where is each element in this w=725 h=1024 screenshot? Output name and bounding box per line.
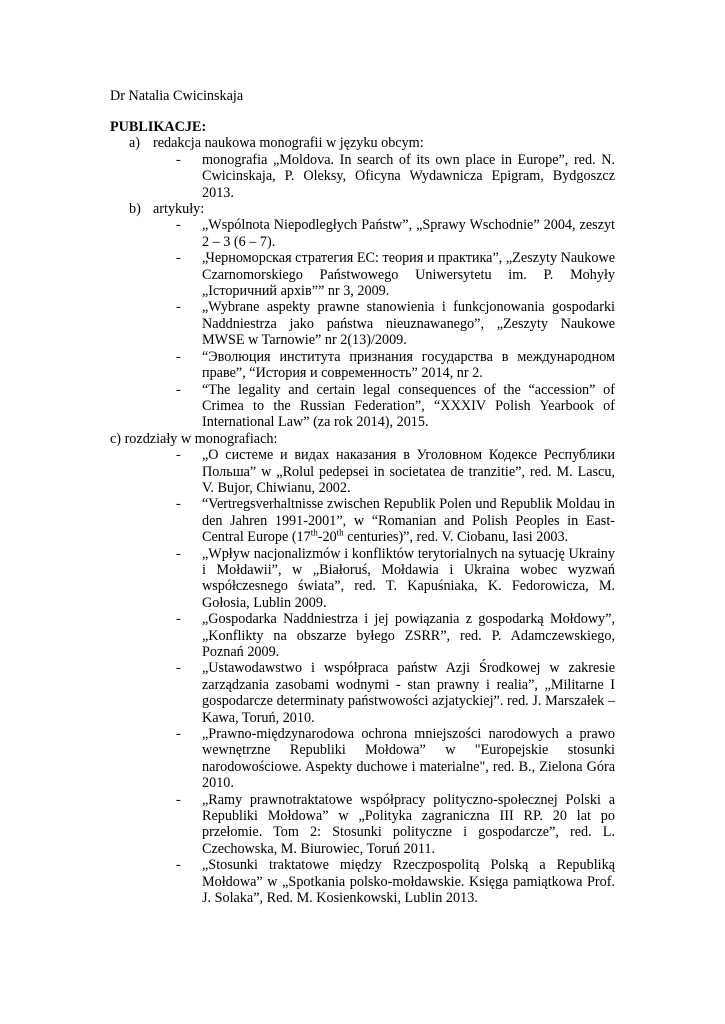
dash-bullet: - <box>176 545 181 562</box>
list-item <box>110 217 615 250</box>
dash-bullet: - <box>176 348 181 365</box>
dash-bullet: - <box>176 299 181 316</box>
list-item <box>110 152 615 201</box>
list-item <box>110 611 615 660</box>
section-chapters <box>110 431 615 907</box>
section-marker: a) <box>129 135 141 152</box>
list-item <box>110 250 615 299</box>
dash-bullet: - <box>176 857 181 874</box>
dash-bullet: - <box>176 660 181 677</box>
item-list <box>110 152 615 201</box>
item-list <box>110 217 615 430</box>
item-text: “The legality and certain legal consequences of the “accession” of Crimea to the Russian Federation”, “XXXIV Polish Yearbook of International Law” (za rok 2014), 2015. <box>202 381 615 431</box>
list-item <box>110 546 615 612</box>
list-item <box>110 299 615 348</box>
section-label <box>110 135 615 151</box>
author-name: Dr Natalia Cwicinskaja <box>110 88 244 104</box>
section-articles <box>110 201 615 431</box>
dash-bullet: - <box>176 726 181 743</box>
item-text: „Prawno-międzynarodowa ochrona mniejszości narodowych a prawo wewnętrzne Republiki Mołdowa” w "Europejskie stosunki narodowościowe. Aspekty duchowe i materialne", red. B., Zielona Góra 2010. <box>202 726 615 792</box>
item-text: „Wybrane aspekty prawne stanowienia i funkcjonowania gospodarki Naddniestrza jako państwa nieuznawanego”, „Zeszyty Naukowe MWSE w Tarnowie” nr 2(13)/2009. <box>202 299 615 349</box>
dash-bullet: - <box>176 250 181 267</box>
section-label <box>110 431 615 447</box>
section-title: redakcja naukowa monografii w języku obcym: <box>153 135 424 152</box>
dash-bullet: - <box>176 611 181 628</box>
dash-bullet: - <box>176 381 181 398</box>
item-text: “Эволюция института признания государства в международном праве”, “История и современность” 2014, nr 2. <box>202 348 615 382</box>
list-item <box>110 382 615 431</box>
publications-list <box>110 119 615 907</box>
section-title: artykuły: <box>153 201 205 218</box>
section-monographs <box>110 135 615 201</box>
item-text: „Gospodarka Naddniestrza i jej powiązania z gospodarką Mołdowy”, „Konflikty na obszarze byłego ZSRR”, red. P. Adamczewskiego, Poznań 2009. <box>202 611 615 660</box>
dash-bullet: - <box>176 447 181 464</box>
list-item <box>110 447 615 496</box>
dash-bullet: - <box>176 791 181 808</box>
list-item <box>110 496 615 545</box>
item-list <box>110 447 615 906</box>
section-marker: b) <box>129 201 141 218</box>
publications-heading: PUBLIKACJE: <box>110 119 207 135</box>
section-label <box>110 201 615 217</box>
item-text: „Черноморская стратегия ЕС: теория и практика”, „Zeszyty Naukowe Czarnomorskiego Państwowego Uniwersytetu im. P. Mohyły „Історичний архів”” nr 3, 2009. <box>202 250 615 300</box>
item-text: „Ramy prawnotraktatowe współpracy polityczno-społecznej Polski a Republiki Mołdowa” w „Polityka zagraniczna III RP. 20 lat po przełomie. Tom 2: Stosunki polityczne i gospodarcze”, red. L. Czechowska, M. Biurowiec, Toruń 2011. <box>202 791 615 857</box>
list-item <box>110 792 615 858</box>
item-text: „Wspólnota Niepodległych Państw”, „Sprawy Wschodnie” 2004, zeszyt 2 – 3 (6 – 7). <box>202 217 615 250</box>
list-item <box>110 349 615 382</box>
dash-bullet: - <box>176 151 181 168</box>
item-text: „О системе и видах наказания в Уголовном Кодексе Республики Польша” w „Rolul pedepsei in societatea de tranzitie”, red. M. Lascu, V. Bujor, Chiwianu, 2002. <box>202 447 615 496</box>
item-text: „Wpływ nacjonalizmów i konfliktów terytorialnych na sytuację Ukrainy i Mołdawii”, w „Białoruś, Mołdawia i Ukraina wobec wyzwań współczesnego świata”, red. T. Kapuśniaka, K. Fedorowicza, M. Gołosia, Lublin 2009. <box>202 545 615 611</box>
item-text: „Stosunki traktatowe między Rzeczpospolitą Polską a Republiką Mołdowa” w „Spotkania polsko-mołdawskie. Księga pamiątkowa Prof. J. Solaka”, Red. M. Kosienkowski, Lublin 2013. <box>202 857 615 907</box>
dash-bullet: - <box>176 496 181 513</box>
item-text: monografia „Moldova. In search of its own place in Europe”, red. N. Cwicinskaja, P. Oleksy, Oficyna Wydawnicza Epigram, Bydgoszcz 2013. <box>202 151 615 201</box>
list-item <box>110 726 615 792</box>
item-text: „Ustawodawstwo i współpraca państw Azji Środkowej w zakresie zarządzania zasobami wodnymi - stan prawny i realia”, „Militarne I gospodarcze determinaty państwowości azjatyckiej”. red. J. Marszałek – Kawa, Toruń, 2010. <box>202 660 615 726</box>
section-marker: c) <box>110 430 122 447</box>
list-item <box>110 857 615 906</box>
dash-bullet: - <box>176 217 181 234</box>
item-text: “Vertregsverhaltnisse zwischen Republik Polen und Republik Moldau in den Jahren 1991-2001”, w “Romanian and Polish Peoples in East-Central Europe (17th-20th centuries)”, red. V. Ciobanu, Iasi 2003. <box>202 496 615 546</box>
list-item <box>110 660 615 726</box>
section-title: rozdziały w monografiach: <box>124 430 278 447</box>
